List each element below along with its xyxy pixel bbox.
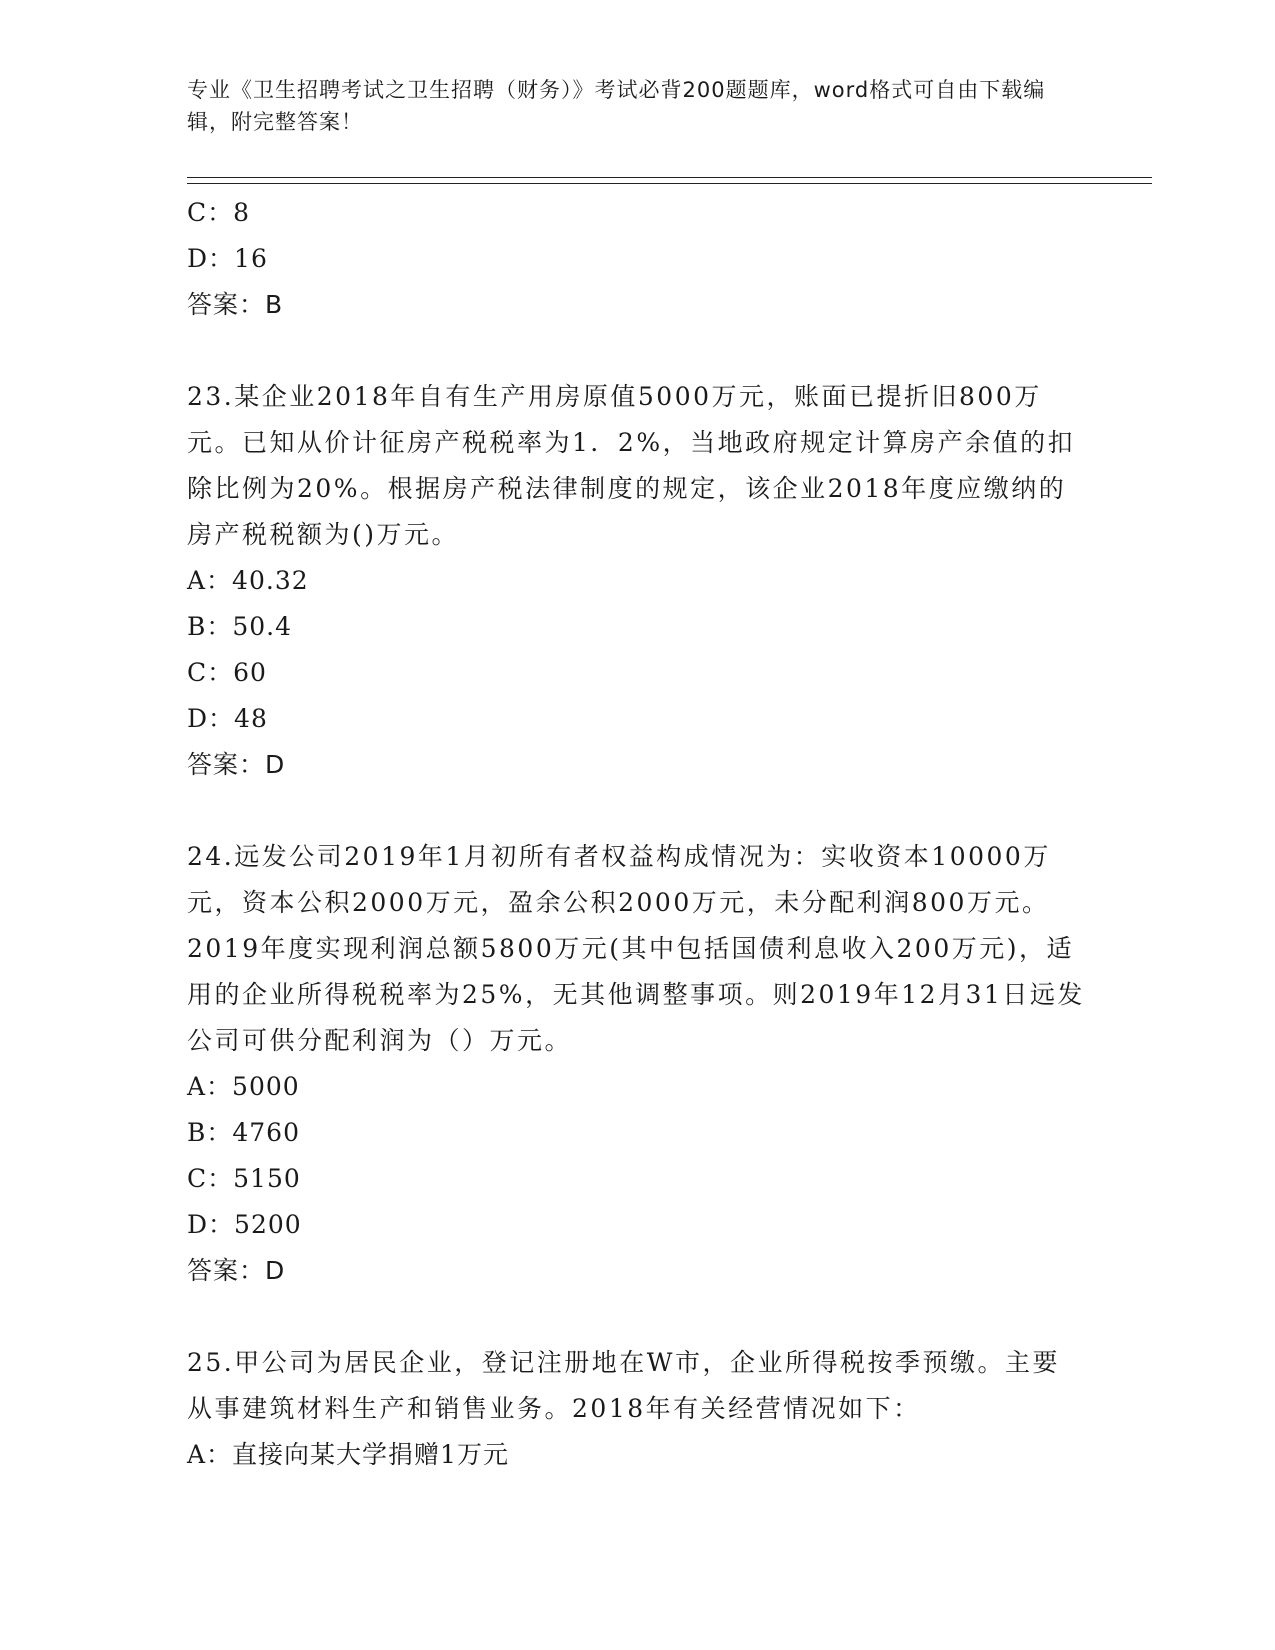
header-divider-top [187,177,1152,178]
header-divider-bottom [187,183,1152,184]
answer-line: 答案：D [187,750,286,779]
question-text: 24.远发公司2019年1月初所有者权益构成情况为：实收资本10000万元，资本公积2000万元，盈余公积2000万元，未分配利润800万元。2019年度实现利润总额5800万元(其中包括国债利息收入200万元)，适用的企业所得税税率为25%，无其他调整事项。则2019年12月31日远发公司可供分配利润为（）万元。 [187,842,1085,1055]
question-24 [187,834,1087,1294]
prev-question-block [187,190,1087,328]
question-25 [187,1340,1087,1478]
option-c: C：8 [187,198,251,227]
question-text: 23.某企业2018年自有生产用房原值5000万元，账面已提折旧800万元。已知从价计征房产税税率为1．2%，当地政府规定计算房产余值的扣除比例为20%。根据房产税法律制度的规定，该企业2018年度应缴纳的房产税税额为()万元。 [187,382,1076,549]
document-header-title: 专业《卫生招聘考试之卫生招聘（财务）》考试必背200题题库，word格式可自由下载编辑，附完整答案！ [187,78,1046,134]
answer-line: 答案：B [187,290,284,319]
question-23 [187,374,1087,788]
option-d: D：48 [187,704,268,733]
answer-line: 答案：D [187,1256,286,1285]
option-a: A：40.32 [187,566,309,595]
question-text: 25.甲公司为居民企业，登记注册地在W市，企业所得税按季预缴。主要从事建筑材料生产和销售业务。2018年有关经营情况如下： [187,1348,1060,1423]
option-a: A：直接向某大学捐赠1万元 [187,1440,509,1469]
option-c: C：60 [187,658,267,687]
option-b: B：50.4 [187,612,293,641]
option-b: B：4760 [187,1118,300,1147]
option-a: A：5000 [187,1072,300,1101]
option-d: D：5200 [187,1210,302,1239]
document-body [187,190,1087,1478]
option-d: D：16 [187,244,268,273]
option-c: C：5150 [187,1164,301,1193]
